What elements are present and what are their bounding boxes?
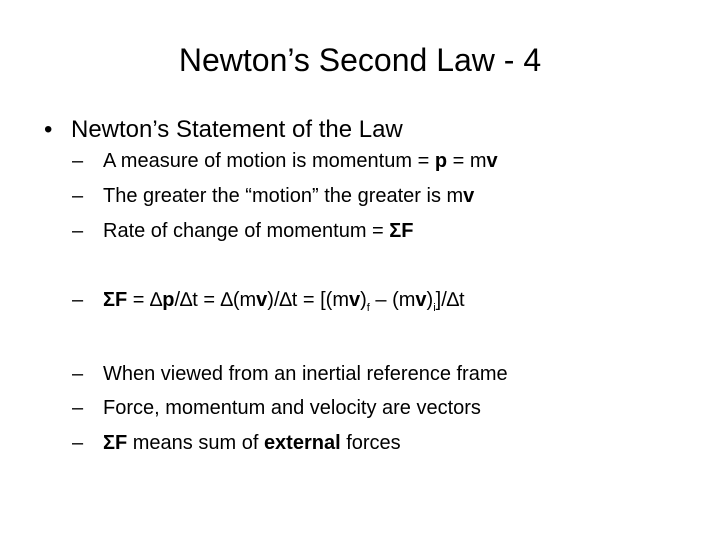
initial-subscript: i: [433, 302, 436, 314]
equation-text: = ∆: [127, 289, 163, 311]
equation-text: ]/∆t: [435, 289, 465, 311]
sub-bullet-text: A measure of motion is momentum =: [103, 150, 435, 172]
sub-bullet-greater-motion: [72, 181, 474, 211]
velocity-symbol: v: [415, 289, 427, 311]
momentum-symbol: p: [162, 289, 175, 311]
velocity-symbol: v: [486, 150, 498, 172]
dash-marker: –: [72, 289, 84, 311]
velocity-symbol: v: [463, 185, 475, 207]
equation-text: ): [426, 289, 434, 311]
equation-text: – (m: [369, 289, 416, 311]
dash-marker: –: [72, 363, 84, 385]
main-bullet: [44, 113, 403, 147]
sub-bullet-vectors: [72, 393, 481, 423]
equation-text: /∆t = ∆(m: [174, 289, 257, 311]
bullet-marker: •: [44, 116, 53, 143]
sub-bullet-text: Force, momentum and velocity are vectors: [103, 397, 481, 419]
velocity-symbol: v: [348, 289, 361, 311]
main-bullet-text: Newton’s Statement of the Law: [71, 116, 403, 143]
dash-marker: –: [72, 397, 84, 419]
dash-marker: –: [72, 185, 84, 207]
dash-marker: –: [72, 220, 84, 242]
equation-text: ): [360, 289, 367, 311]
sub-bullet-rate-of-change: [72, 216, 414, 246]
external-emphasis: external: [263, 432, 341, 454]
sub-bullet-text: means sum of: [127, 432, 264, 454]
final-subscript: f: [366, 302, 370, 314]
sub-bullet-inertial-frame: [72, 359, 508, 389]
sub-bullet-text: = m: [447, 150, 487, 172]
sub-bullet-text: When viewed from an inertial reference frame: [103, 363, 508, 385]
sub-bullet-momentum: [72, 146, 498, 176]
sum-force-symbol: ΣF: [103, 432, 128, 454]
sub-bullet-text: forces: [340, 432, 401, 454]
sub-bullet-text: Rate of change of momentum =: [103, 220, 390, 242]
momentum-symbol: p: [434, 150, 448, 172]
sum-force-symbol: ΣF: [389, 220, 414, 242]
equation-text: )/∆t = [(m: [267, 289, 349, 311]
velocity-symbol: v: [256, 289, 268, 311]
sub-bullet-text: The greater the “motion” the greater is m: [103, 185, 464, 207]
dash-marker: –: [72, 150, 84, 172]
sum-force-symbol: ΣF: [103, 289, 128, 311]
slide-title: Newton’s Second Law - 4: [178, 42, 542, 78]
dash-marker: –: [72, 432, 84, 454]
sub-bullet-equation: [72, 285, 465, 323]
sub-bullet-external-forces: [72, 428, 401, 458]
